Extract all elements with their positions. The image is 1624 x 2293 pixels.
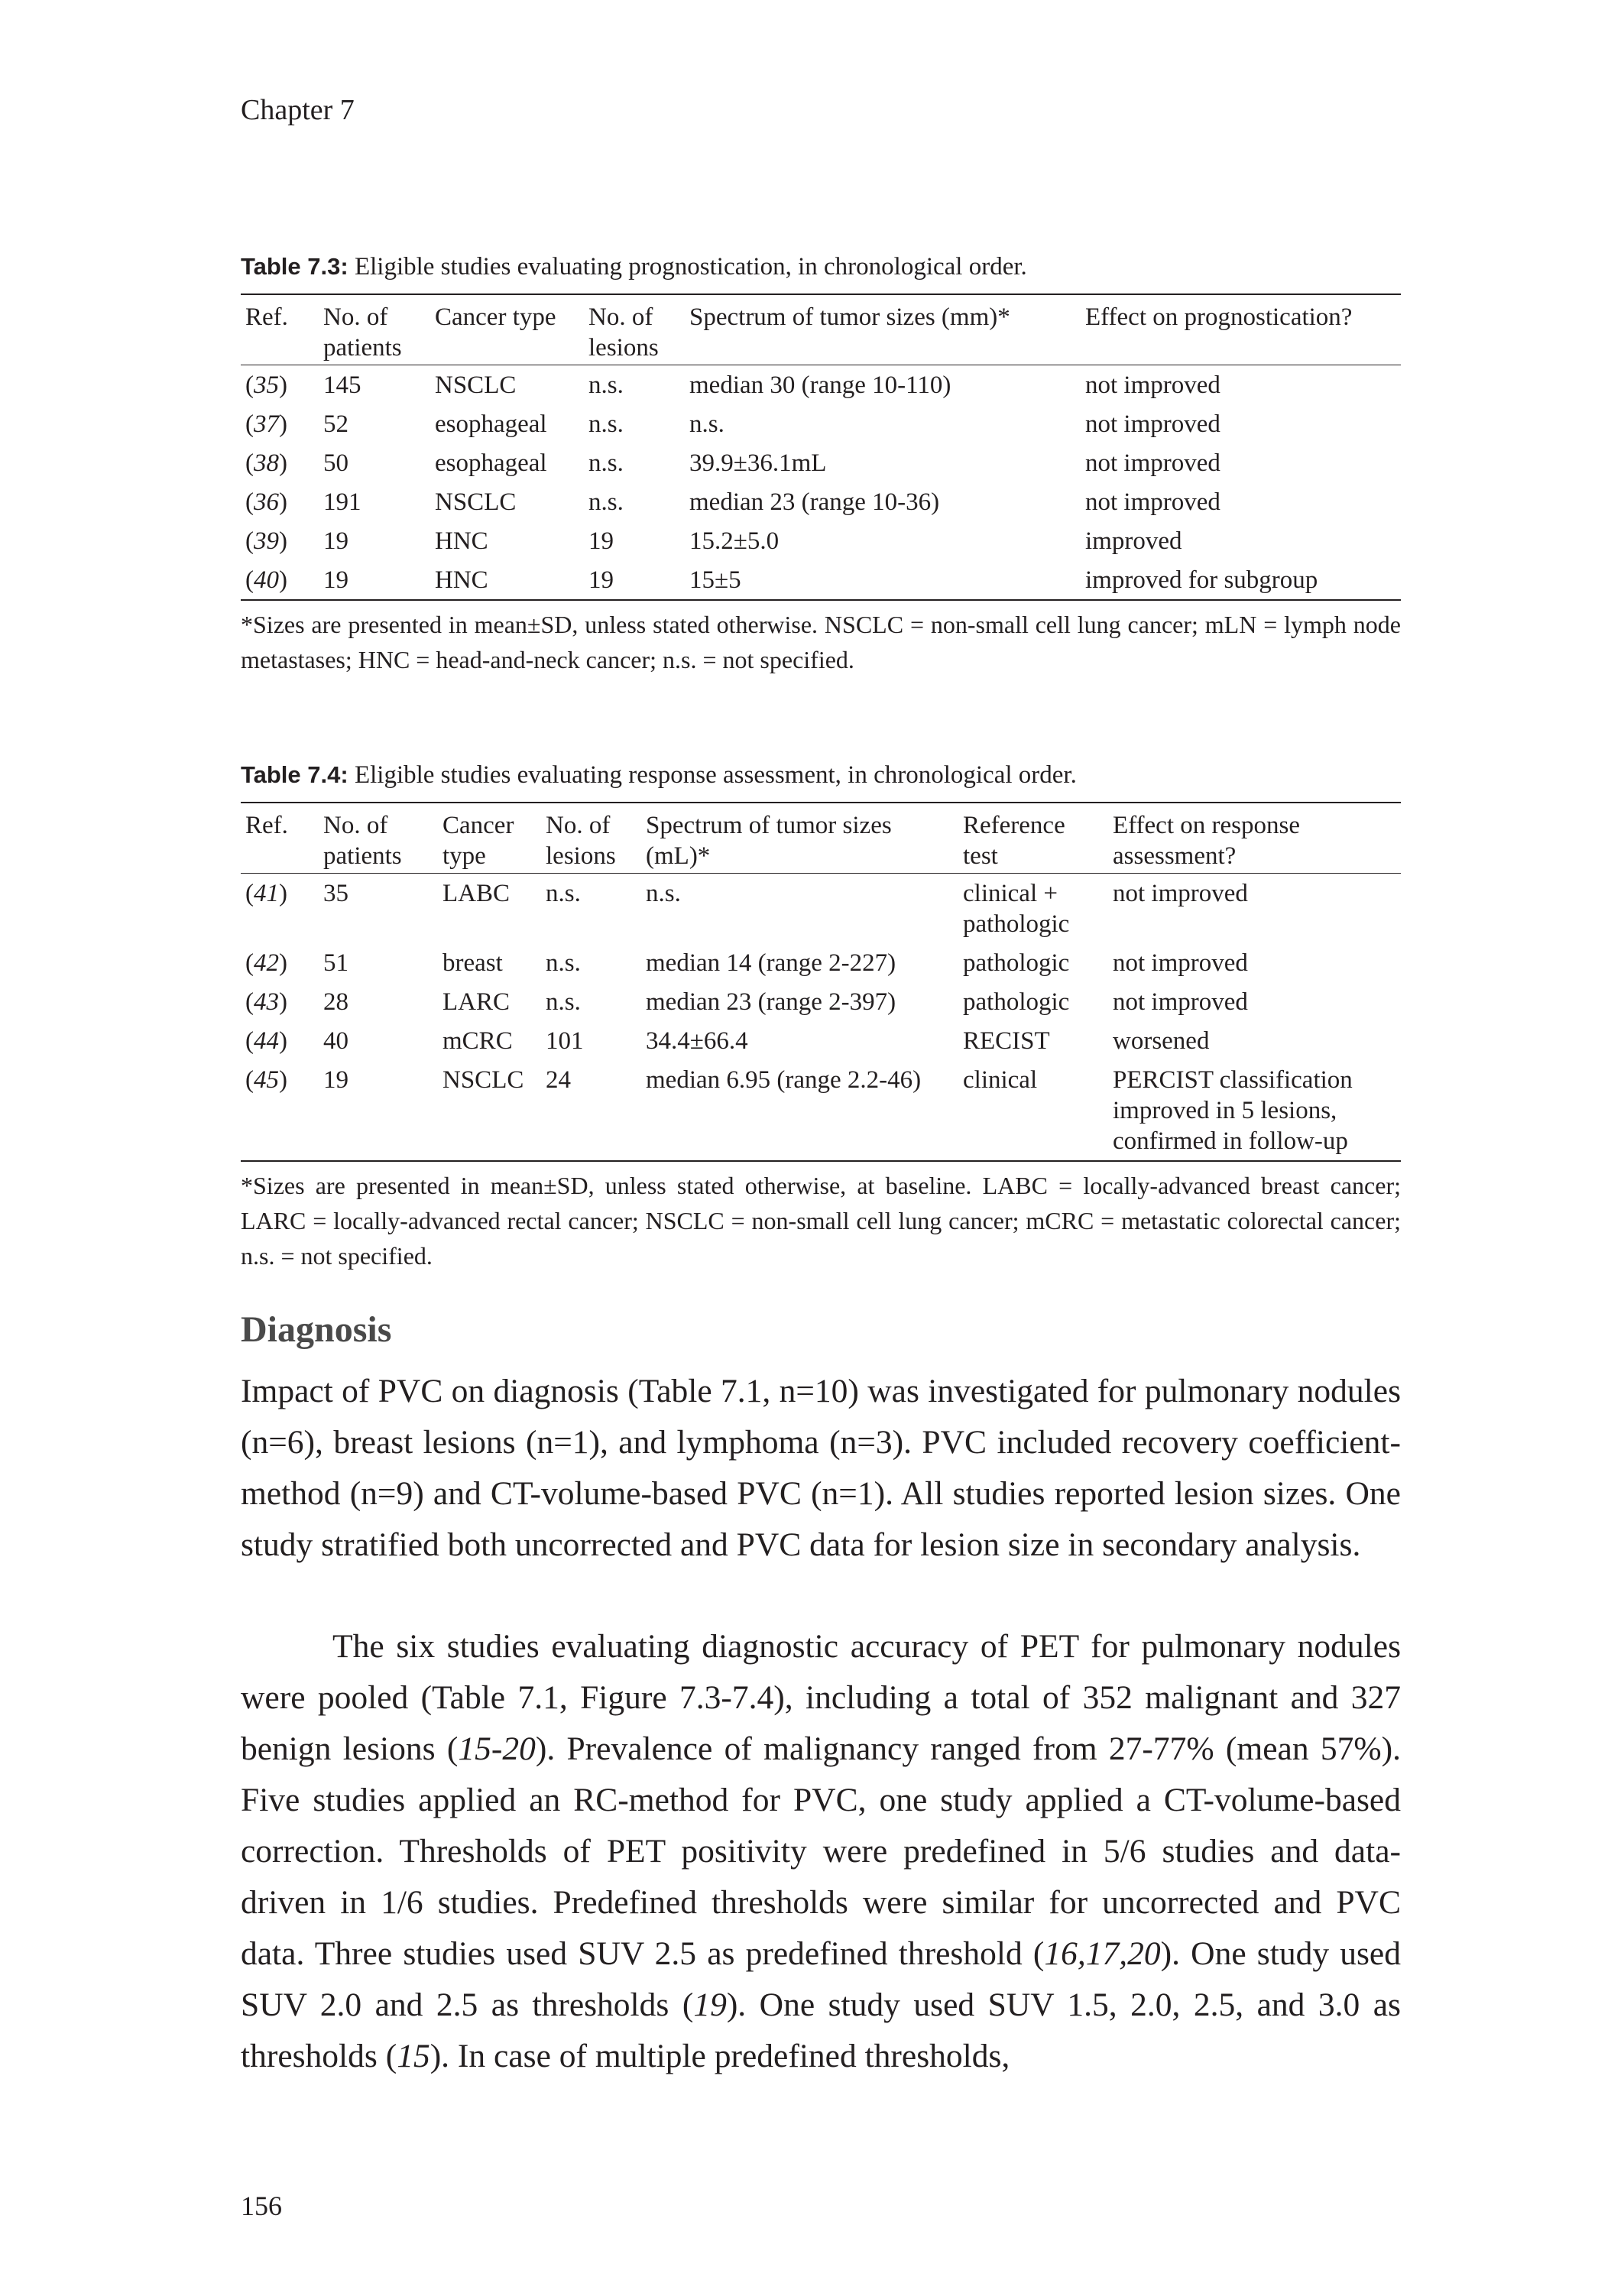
effect-cell: not improved xyxy=(1085,488,1220,516)
table-row xyxy=(241,560,1401,600)
patients-cell: 40 xyxy=(323,1026,348,1055)
spectrum-cell: 15.2±5.0 xyxy=(689,527,780,555)
lesions-cell: n.s. xyxy=(546,879,581,907)
table-7-4 xyxy=(241,802,1401,1162)
reference-number: 41 xyxy=(254,879,279,907)
lesions-cell: n.s. xyxy=(588,449,624,477)
ref-cell: (45) xyxy=(241,1060,319,1161)
reference-test-cell: pathologic xyxy=(963,949,1070,977)
cancer-cell: LABC xyxy=(442,879,511,907)
patients-cell: 145 xyxy=(323,371,361,399)
ref-cell: (36) xyxy=(245,488,287,516)
paragraph-text: The six studies evaluating diagnostic accuracy of PET for pulmonary nodules were pooled (Table 7.1, Figure 7.3-7.4), including a total of 352 malignant and 327 benign lesions ( xyxy=(241,1628,1401,1767)
table-row xyxy=(241,1021,1401,1060)
ref-cell: (43) xyxy=(245,988,287,1016)
spectrum-cell: 34.4±66.4 xyxy=(646,1026,748,1055)
patients-cell: 50 xyxy=(323,449,348,477)
cancer-cell: breast xyxy=(442,949,503,977)
table-7-3-block xyxy=(241,252,1401,677)
table-row xyxy=(241,521,1401,560)
reference-number: 37 xyxy=(254,410,279,438)
ref-cell: (44) xyxy=(245,1026,287,1055)
column-header-cancer-type: Cancer type xyxy=(438,803,541,874)
spectrum-cell: median 30 (range 10-110) xyxy=(689,371,951,399)
ref-cell: (42) xyxy=(245,949,287,977)
cancer-cell: esophageal xyxy=(435,410,547,438)
spectrum-cell: median 14 (range 2-227) xyxy=(646,949,896,977)
table-row xyxy=(241,1060,1401,1161)
lesions-cell: 101 xyxy=(546,1026,584,1055)
body-paragraph-2 xyxy=(241,1621,1401,2082)
column-header-ref: Ref. xyxy=(241,294,319,365)
cancer-cell: HNC xyxy=(430,560,584,600)
paragraph-text: ). One study used SUV 2.0 and 2.5 as thresholds ( xyxy=(241,1935,1401,2023)
spectrum-cell: 39.9±36.1mL xyxy=(689,449,827,477)
reference-number: 42 xyxy=(254,949,279,977)
reference-test-cell: clinical + pathologic xyxy=(963,879,1070,938)
effect-cell: not improved xyxy=(1113,988,1248,1016)
patients-cell: 19 xyxy=(319,560,430,600)
table-7-3 xyxy=(241,294,1401,601)
patients-cell: 35 xyxy=(323,879,348,907)
spectrum-cell: median 23 (range 10-36) xyxy=(689,488,940,516)
lesions-cell: n.s. xyxy=(588,410,624,438)
reference-number: 39 xyxy=(254,527,279,555)
paragraph-text: ). Prevalence of malignancy ranged from 27-77% (mean 57%). Five studies applied an RC-method for PVC, one study applied a CT-volume-based correction. Thresholds of PET positivity were predefined in 5/6 studies and data-driven in 1/6 studies. Predefined thresholds were similar for uncorrected and PVC data. Three studies used SUV 2.5 as predefined threshold ( xyxy=(241,1730,1401,1972)
table-row xyxy=(241,943,1401,982)
table-7-3-caption-label: Table 7.3: xyxy=(241,253,348,280)
cancer-cell: NSCLC xyxy=(435,371,517,399)
column-header-reference-test: Reference test xyxy=(958,803,1108,874)
paragraph-text: ). One study used SUV 1.5, 2.0, 2.5, and 3.0 as thresholds ( xyxy=(241,1987,1401,2074)
column-header-spectrum: Spectrum of tumor sizes (mm)* xyxy=(685,294,1081,365)
table-row xyxy=(241,482,1401,521)
effect-cell: improved xyxy=(1085,527,1182,555)
paragraph-text: ). In case of multiple predefined thresholds, xyxy=(430,2038,1010,2074)
patients-cell: 52 xyxy=(323,410,348,438)
citation: 15 xyxy=(397,2038,430,2074)
effect-cell: not improved xyxy=(1085,371,1220,399)
reference-test-cell: RECIST xyxy=(963,1026,1050,1055)
citation: 15-20 xyxy=(458,1730,536,1767)
effect-cell: PERCIST classification improved in 5 lesions, confirmed in follow-up xyxy=(1108,1060,1401,1161)
reference-number: 38 xyxy=(254,449,279,477)
column-header-lesions: No. of lesions xyxy=(584,294,685,365)
section-heading-diagnosis: Diagnosis xyxy=(241,1309,392,1350)
cancer-cell: mCRC xyxy=(442,1026,513,1055)
cancer-cell: HNC xyxy=(435,527,488,555)
table-row xyxy=(241,365,1401,404)
spectrum-cell: 15±5 xyxy=(685,560,1081,600)
lesions-cell: n.s. xyxy=(588,371,624,399)
table-row xyxy=(241,873,1401,943)
effect-cell: not improved xyxy=(1113,879,1248,907)
table-row xyxy=(241,404,1401,443)
table-7-3-footnote: *Sizes are presented in mean±SD, unless stated otherwise. NSCLC = non-small cell lung cancer; mLN = lymph node metastases; HNC = head-and-neck cancer; n.s. = not specified. xyxy=(241,610,1401,673)
reference-number: 35 xyxy=(254,371,279,399)
patients-cell: 191 xyxy=(323,488,361,516)
spectrum-cell: median 6.95 (range 2.2-46) xyxy=(641,1060,958,1161)
reference-number: 44 xyxy=(254,1026,279,1055)
column-header-effect: Effect on response assessment? xyxy=(1108,803,1401,874)
effect-cell: not improved xyxy=(1085,449,1220,477)
ref-cell: (35) xyxy=(245,371,287,399)
lesions-cell: 24 xyxy=(541,1060,641,1161)
spectrum-cell: n.s. xyxy=(646,879,681,907)
reference-test-cell: clinical xyxy=(958,1060,1108,1161)
ref-cell: (40) xyxy=(241,560,319,600)
table-7-4-block xyxy=(241,761,1401,1273)
effect-cell: improved for subgroup xyxy=(1081,560,1401,600)
column-header-effect: Effect on prognostication? xyxy=(1081,294,1401,365)
spectrum-cell: median 23 (range 2-397) xyxy=(646,988,896,1016)
column-header-patients: No. of patients xyxy=(319,294,430,365)
table-7-4-caption-label: Table 7.4: xyxy=(241,761,348,788)
citation: 16,17,20 xyxy=(1044,1935,1161,1972)
patients-cell: 28 xyxy=(323,988,348,1016)
table-7-3-caption xyxy=(241,252,1401,283)
ref-cell: (41) xyxy=(245,879,287,907)
ref-cell: (38) xyxy=(245,449,287,477)
lesions-cell: n.s. xyxy=(546,949,581,977)
column-header-lesions: No. of lesions xyxy=(541,803,641,874)
column-header-cancer-type: Cancer type xyxy=(430,294,584,365)
table-header-row xyxy=(241,294,1401,365)
effect-cell: not improved xyxy=(1085,410,1220,438)
ref-cell: (39) xyxy=(245,527,287,555)
reference-number: 40 xyxy=(254,566,279,594)
table-row xyxy=(241,443,1401,482)
table-7-3-caption-text: Eligible studies evaluating prognostication, in chronological order. xyxy=(348,253,1027,281)
body-paragraph-1: Impact of PVC on diagnosis (Table 7.1, n=10) was investigated for pulmonary nodules (n=6), breast lesions (n=1), and lymphoma (n=3). PVC included recovery coefficient-method (n=9) and CT-volume-based PVC (n=1). All studies reported lesion sizes. One study stratified both uncorrected and PVC data for lesion size in secondary analysis. xyxy=(241,1373,1401,1563)
patients-cell: 19 xyxy=(323,527,348,555)
cancer-cell: LARC xyxy=(442,988,511,1016)
lesions-cell: 19 xyxy=(584,560,685,600)
patients-cell: 51 xyxy=(323,949,348,977)
table-7-4-caption-text: Eligible studies evaluating response assessment, in chronological order. xyxy=(348,761,1077,789)
lesions-cell: n.s. xyxy=(588,488,624,516)
table-header-row xyxy=(241,803,1401,874)
column-header-spectrum: Spectrum of tumor sizes (mL)* xyxy=(641,803,958,874)
spectrum-cell: n.s. xyxy=(689,410,724,438)
ref-cell: (37) xyxy=(245,410,287,438)
reference-test-cell: pathologic xyxy=(963,988,1070,1016)
patients-cell: 19 xyxy=(319,1060,438,1161)
running-head: Chapter 7 xyxy=(241,94,355,126)
citation: 19 xyxy=(693,1987,727,2023)
column-header-patients: No. of patients xyxy=(319,803,438,874)
table-row xyxy=(241,982,1401,1021)
lesions-cell: 19 xyxy=(588,527,614,555)
reference-number: 43 xyxy=(254,988,279,1016)
page-number: 156 xyxy=(241,2191,282,2221)
lesions-cell: n.s. xyxy=(546,988,581,1016)
cancer-cell: esophageal xyxy=(435,449,547,477)
cancer-cell: NSCLC xyxy=(435,488,517,516)
column-header-ref: Ref. xyxy=(241,803,319,874)
reference-number: 45 xyxy=(254,1065,279,1094)
cancer-cell: NSCLC xyxy=(438,1060,541,1161)
effect-cell: worsened xyxy=(1113,1026,1210,1055)
table-7-4-caption xyxy=(241,761,1401,791)
reference-number: 36 xyxy=(254,488,279,516)
table-7-4-footnote: *Sizes are presented in mean±SD, unless stated otherwise, at baseline. LABC = locally-advanced breast cancer; LARC = locally-advanced rectal cancer; NSCLC = non-small cell lung cancer; mCRC = metastatic colorectal cancer; n.s. = not specified. xyxy=(241,1171,1401,1270)
effect-cell: not improved xyxy=(1113,949,1248,977)
